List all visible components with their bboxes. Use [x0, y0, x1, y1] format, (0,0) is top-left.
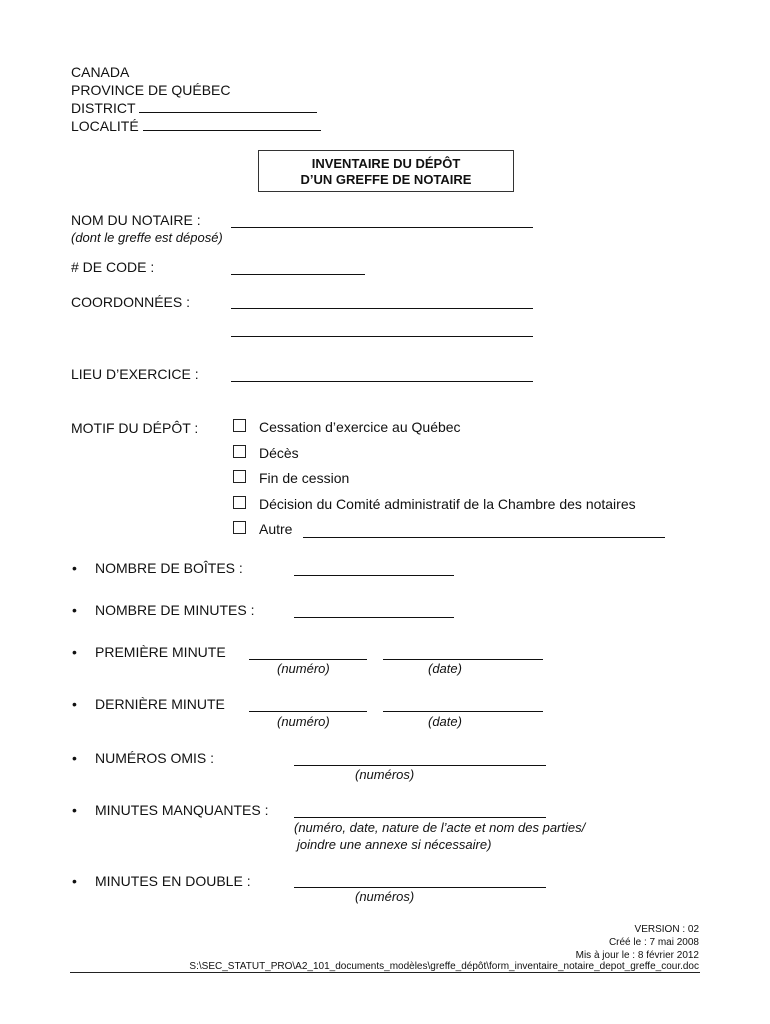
motive-checkbox-deces[interactable] [233, 445, 246, 458]
boxes-blank[interactable] [294, 574, 454, 576]
bullet-dot: • [72, 802, 77, 818]
duplicate-minutes-label: MINUTES EN DOUBLE : [95, 873, 251, 889]
form-title-line2: D’UN GREFFE DE NOTAIRE [300, 172, 472, 187]
province-label: PROVINCE DE QUÉBEC [71, 82, 231, 98]
district-row [71, 100, 317, 116]
motive-option-cessation: Cessation d’exercice au Québec [259, 419, 461, 435]
boxes-label: NOMBRE DE BOÎTES : [95, 560, 243, 576]
notary-name-label: NOM DU NOTAIRE : [71, 212, 201, 228]
first-minute-date-hint: (date) [428, 661, 462, 676]
motive-checkbox-autre[interactable] [233, 521, 246, 534]
practice-place-label: LIEU D’EXERCICE : [71, 366, 199, 382]
last-minute-number-hint: (numéro) [277, 714, 330, 729]
motive-label: MOTIF DU DÉPÔT : [71, 420, 199, 436]
last-minute-date-blank[interactable] [383, 710, 543, 712]
notary-name-blank[interactable] [231, 226, 533, 228]
footer-file-path: S:\SEC_STATUT_PRO\A2_101_documents_modèles\greffe_dépôt\form_inventaire_notaire_depot_greffe_cour.doc [189, 961, 699, 972]
duplicate-minutes-blank[interactable] [294, 886, 546, 888]
motive-checkbox-decision[interactable] [233, 496, 246, 509]
bullet-dot: • [72, 696, 77, 712]
omitted-numbers-label: NUMÉROS OMIS : [95, 750, 215, 766]
motive-checkbox-fin-cession[interactable] [233, 470, 246, 483]
bullet-dot: • [72, 644, 77, 660]
locality-row [71, 118, 321, 134]
footer-updated: Mis à jour le : 8 février 2012 [575, 950, 699, 961]
form-title-box [258, 150, 514, 192]
omitted-numbers-blank[interactable] [294, 764, 546, 766]
code-label: # DE CODE : [71, 259, 155, 275]
first-minute-number-blank[interactable] [249, 658, 367, 660]
duplicate-minutes-hint: (numéros) [355, 889, 415, 904]
missing-minutes-hint-2: joindre une annexe si nécessaire) [297, 837, 492, 852]
bullet-dot: • [72, 750, 77, 766]
bullet-dot: • [72, 602, 77, 618]
missing-minutes-blank[interactable] [294, 816, 546, 818]
notary-name-note: (dont le greffe est déposé) [71, 230, 223, 245]
footer-created: Créé le : 7 mai 2008 [608, 937, 699, 948]
motive-checkbox-cessation[interactable] [233, 419, 246, 432]
district-blank[interactable] [139, 111, 317, 113]
footer-rule [70, 972, 700, 973]
footer-version: VERSION : 02 [634, 924, 699, 935]
missing-minutes-hint-1: (numéro, date, nature de l’acte et nom des parties/ [294, 820, 586, 835]
motive-option-fin-cession: Fin de cession [259, 470, 350, 486]
motive-option-deces: Décès [259, 445, 299, 461]
omitted-numbers-hint: (numéros) [355, 767, 415, 782]
motive-autre-blank[interactable] [303, 536, 665, 538]
code-blank[interactable] [231, 273, 365, 275]
locality-blank[interactable] [143, 129, 321, 131]
form-title-line1: INVENTAIRE DU DÉPÔT [311, 156, 461, 171]
motive-option-autre: Autre [259, 521, 293, 537]
bullet-dot: • [72, 560, 77, 576]
contact-label: COORDONNÉES : [71, 294, 191, 310]
first-minute-date-blank[interactable] [383, 658, 543, 660]
bullet-dot: • [72, 873, 77, 889]
practice-place-blank[interactable] [231, 380, 533, 382]
missing-minutes-label: MINUTES MANQUANTES : [95, 802, 269, 818]
first-minute-label: PREMIÈRE MINUTE [95, 644, 226, 660]
minutes-count-label: NOMBRE DE MINUTES : [95, 602, 255, 618]
last-minute-label: DERNIÈRE MINUTE [95, 696, 225, 712]
locality-label: LOCALITÉ [71, 118, 139, 134]
district-label: DISTRICT [71, 100, 136, 116]
last-minute-number-blank[interactable] [249, 710, 367, 712]
contact-blank-1[interactable] [231, 307, 533, 309]
contact-blank-2[interactable] [231, 335, 533, 337]
motive-option-decision: Décision du Comité administratif de la Chambre des notaires [259, 496, 636, 512]
minutes-count-blank[interactable] [294, 616, 454, 618]
first-minute-number-hint: (numéro) [277, 661, 330, 676]
last-minute-date-hint: (date) [428, 714, 462, 729]
country-label: CANADA [71, 64, 130, 80]
